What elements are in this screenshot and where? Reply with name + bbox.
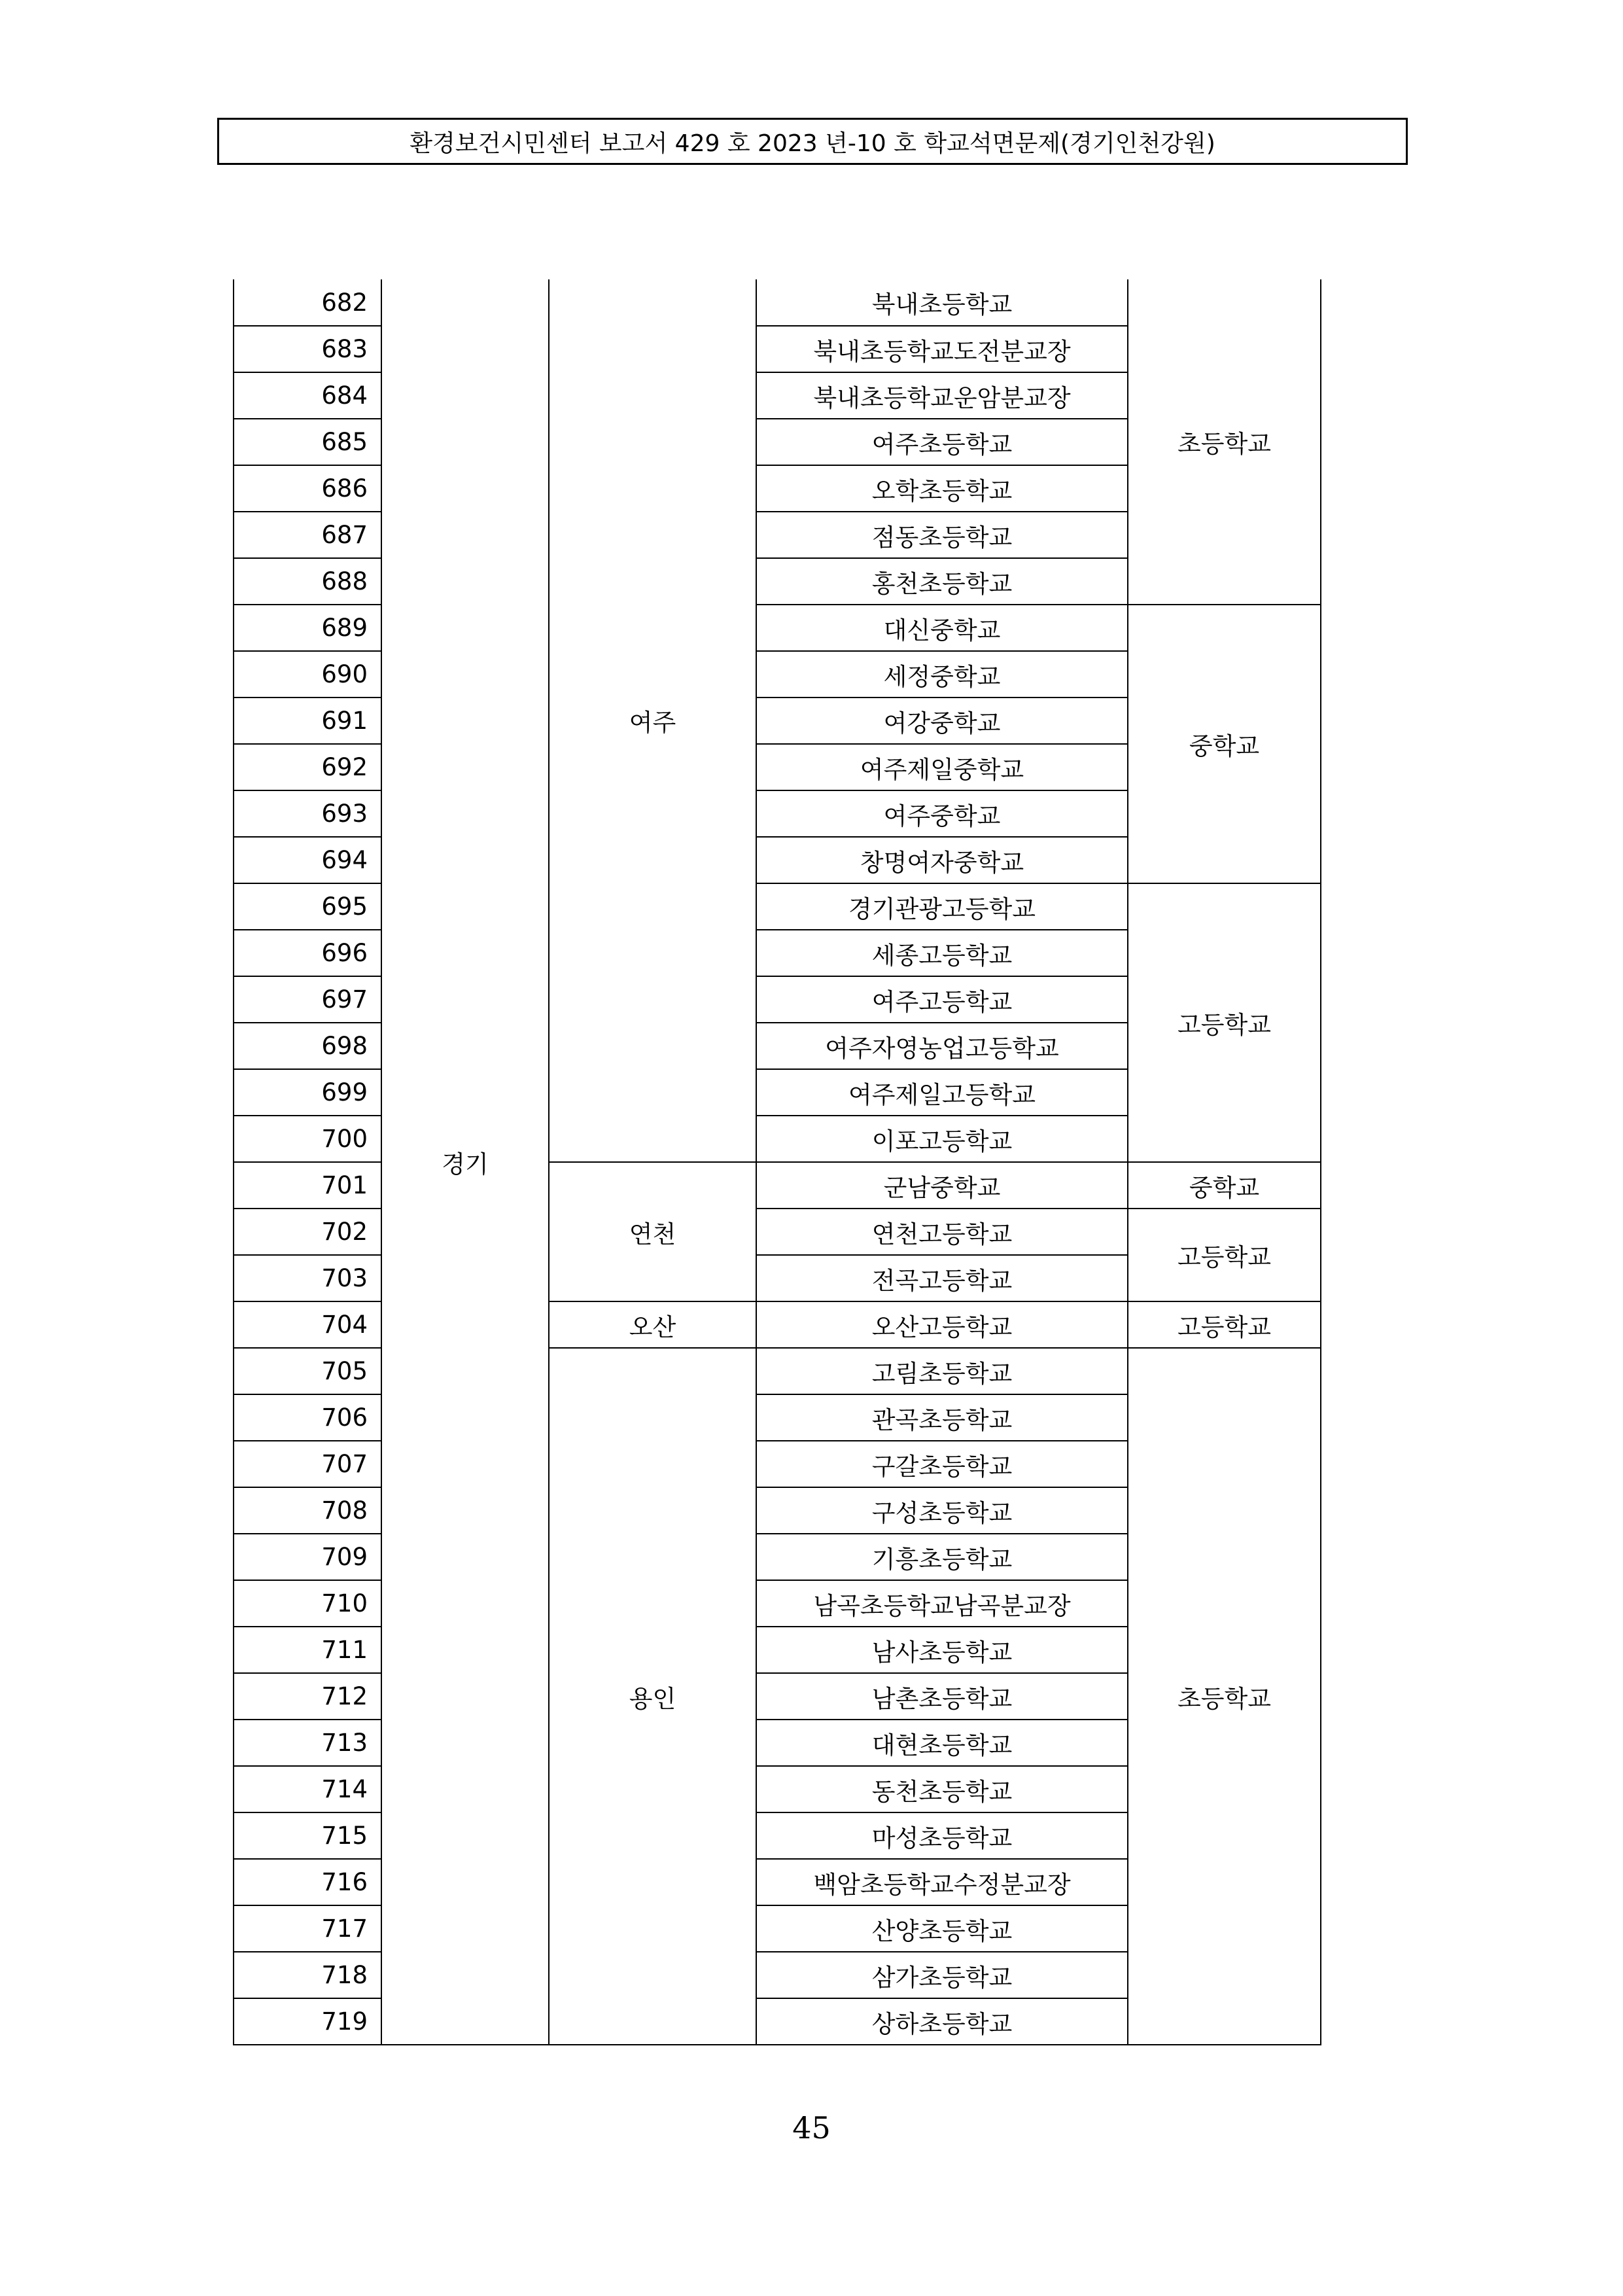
school-name: 기흥초등학교 [756,1534,1128,1580]
table-row [234,279,1321,326]
row-number: 707 [234,1441,381,1487]
row-number: 698 [234,1023,381,1069]
row-number: 705 [234,1348,381,1394]
school-name: 관곡초등학교 [756,1394,1128,1441]
school-name: 전곡고등학교 [756,1255,1128,1301]
school-name: 마성초등학교 [756,1812,1128,1859]
school-name: 오학초등학교 [756,465,1128,512]
row-number: 695 [234,883,381,930]
row-number: 710 [234,1580,381,1627]
row-number: 718 [234,1952,381,1998]
school-name: 백암초등학교수정분교장 [756,1859,1128,1905]
school-name: 구성초등학교 [756,1487,1128,1534]
row-number: 682 [234,279,381,326]
row-number: 687 [234,512,381,558]
row-number: 684 [234,372,381,419]
school-type-cell: 고등학교 [1128,1301,1321,1348]
row-number: 719 [234,1998,381,2045]
row-number: 713 [234,1720,381,1766]
row-number: 712 [234,1673,381,1720]
row-number: 702 [234,1209,381,1255]
row-number: 685 [234,419,381,465]
row-number: 701 [234,1162,381,1209]
school-name: 홍천초등학교 [756,558,1128,605]
row-number: 714 [234,1766,381,1812]
school-type-cell: 고등학교 [1128,883,1321,1162]
school-name: 여주제일중학교 [756,744,1128,790]
row-number: 699 [234,1069,381,1116]
school-name: 북내초등학교도전분교장 [756,326,1128,372]
school-name: 여주초등학교 [756,419,1128,465]
city-cell: 연천 [549,1162,756,1301]
school-name: 산양초등학교 [756,1905,1128,1952]
school-name: 대현초등학교 [756,1720,1128,1766]
city-cell: 여주 [549,279,756,1162]
school-name: 구갈초등학교 [756,1441,1128,1487]
school-name: 고림초등학교 [756,1348,1128,1394]
school-type-cell: 초등학교 [1128,279,1321,605]
school-name: 여주제일고등학교 [756,1069,1128,1116]
row-number: 696 [234,930,381,976]
school-type-cell: 초등학교 [1128,1348,1321,2045]
page-number: 45 [792,2110,831,2146]
row-number: 708 [234,1487,381,1534]
city-cell: 오산 [549,1301,756,1348]
row-number: 688 [234,558,381,605]
school-name: 상하초등학교 [756,1998,1128,2045]
row-number: 715 [234,1812,381,1859]
school-name: 동천초등학교 [756,1766,1128,1812]
row-number: 700 [234,1116,381,1162]
row-number: 716 [234,1859,381,1905]
row-number: 683 [234,326,381,372]
school-name: 여주고등학교 [756,976,1128,1023]
school-name: 북내초등학교 [756,279,1128,326]
row-number: 694 [234,837,381,883]
row-number: 691 [234,698,381,744]
school-name: 남사초등학교 [756,1627,1128,1673]
row-number: 706 [234,1394,381,1441]
report-header [217,118,1408,165]
school-name: 여강중학교 [756,698,1128,744]
school-type-cell: 중학교 [1128,605,1321,883]
region-cell: 경기 [381,279,549,2045]
school-name: 연천고등학교 [756,1209,1128,1255]
row-number: 689 [234,605,381,651]
row-number: 692 [234,744,381,790]
school-name: 북내초등학교운암분교장 [756,372,1128,419]
school-name: 삼가초등학교 [756,1952,1128,1998]
school-name: 군남중학교 [756,1162,1128,1209]
row-number: 709 [234,1534,381,1580]
row-number: 697 [234,976,381,1023]
school-name: 점동초등학교 [756,512,1128,558]
report-header-title: 환경보건시민센터 보고서 429 호 2023 년-10 호 학교석면문제(경기인천강원) [410,130,1215,157]
row-number: 693 [234,790,381,837]
school-name: 남곡초등학교남곡분교장 [756,1580,1128,1627]
row-number: 711 [234,1627,381,1673]
school-name: 창명여자중학교 [756,837,1128,883]
school-name: 여주중학교 [756,790,1128,837]
row-number: 686 [234,465,381,512]
school-name: 세정중학교 [756,651,1128,698]
row-number: 717 [234,1905,381,1952]
school-name: 경기관광고등학교 [756,883,1128,930]
row-number: 703 [234,1255,381,1301]
row-number: 704 [234,1301,381,1348]
row-number: 690 [234,651,381,698]
city-cell: 용인 [549,1348,756,2045]
school-name: 남촌초등학교 [756,1673,1128,1720]
school-type-cell: 고등학교 [1128,1209,1321,1301]
school-type-cell: 중학교 [1128,1162,1321,1209]
school-name: 여주자영농업고등학교 [756,1023,1128,1069]
school-table [233,279,1321,2045]
school-name: 세종고등학교 [756,930,1128,976]
school-name: 오산고등학교 [756,1301,1128,1348]
school-name: 이포고등학교 [756,1116,1128,1162]
school-name: 대신중학교 [756,605,1128,651]
